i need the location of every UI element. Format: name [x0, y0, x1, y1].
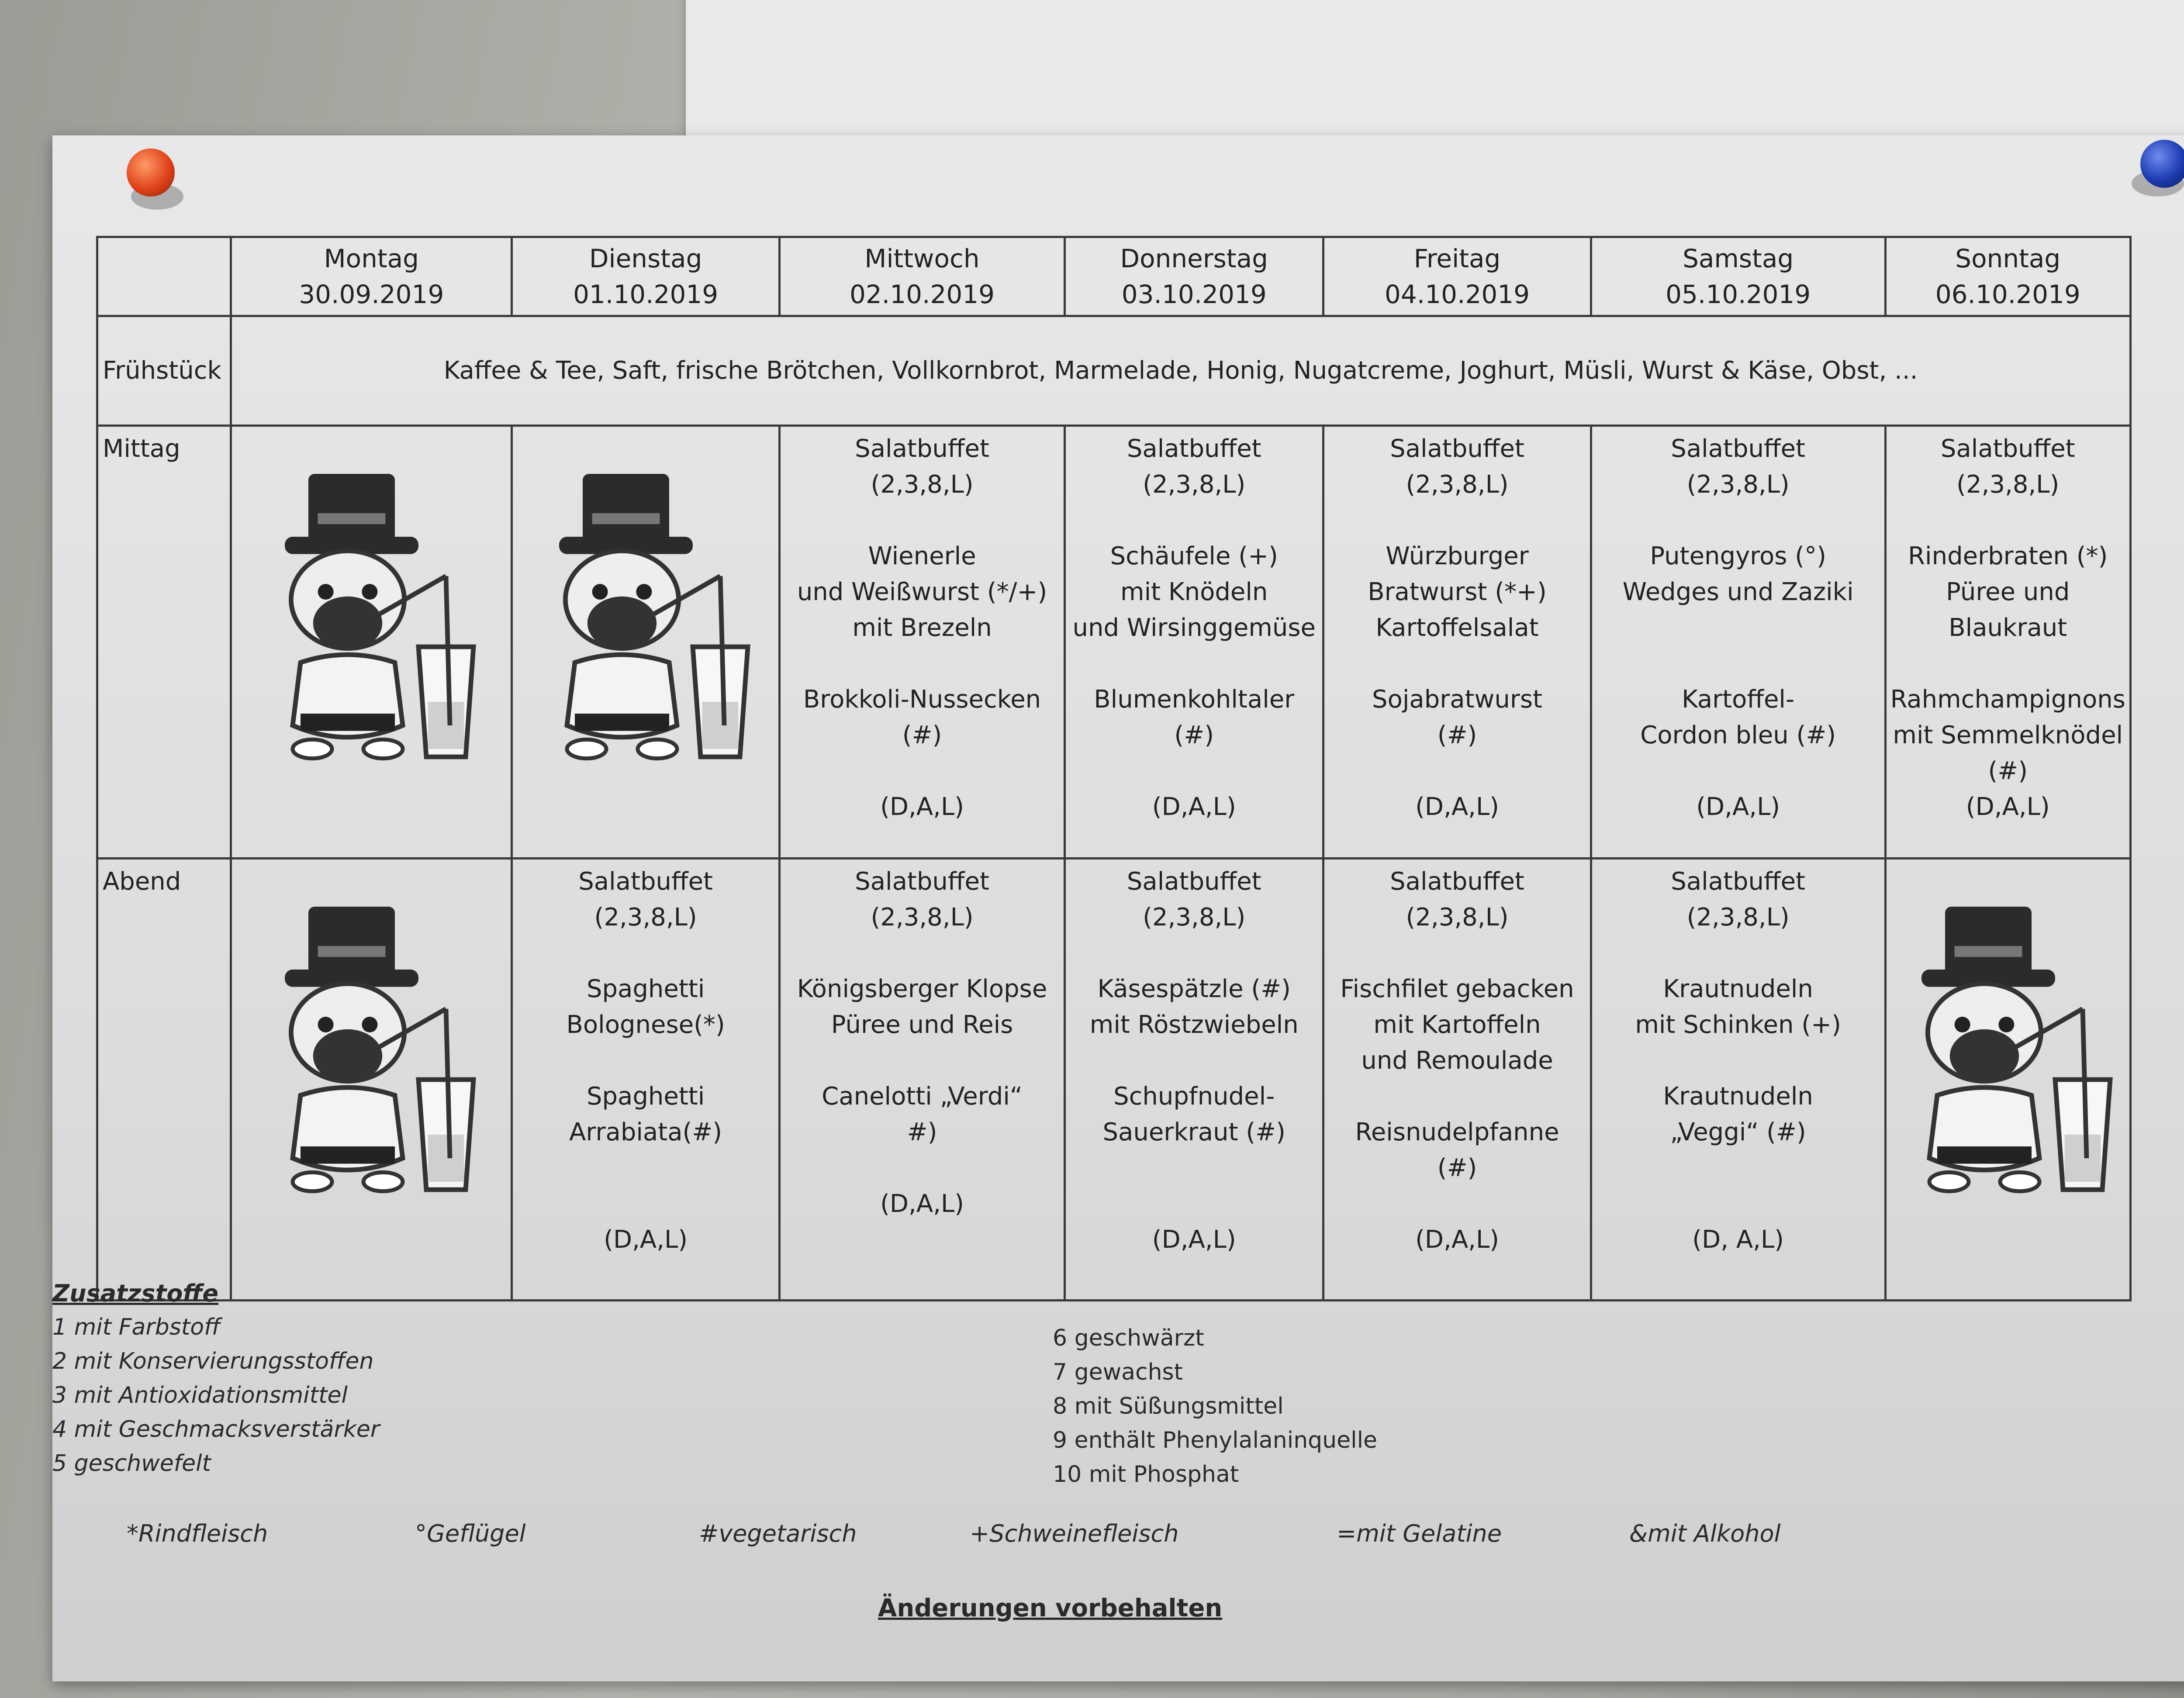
- menu-line: (2,3,8,L): [871, 903, 974, 932]
- menu-line: (D,A,L): [1966, 792, 2050, 821]
- menu-line: mit Knödeln: [1120, 577, 1268, 606]
- menu-line: Krautnudeln: [1663, 1082, 1813, 1111]
- menu-line: [1069, 646, 1319, 682]
- menu-line: (2,3,8,L): [1406, 470, 1509, 499]
- symbol-legend-item: =mit Gelatine: [1337, 1520, 1502, 1547]
- menu-line: Salatbuffet: [578, 867, 713, 896]
- menu-line: Püree und Reis: [831, 1011, 1013, 1039]
- menu-line: [516, 935, 775, 971]
- additive-item: 6 geschwärzt: [1053, 1325, 1204, 1351]
- menu-line: Reisnudelpfanne: [1355, 1118, 1559, 1147]
- menu-line: [1596, 610, 1881, 646]
- menu-line: [1328, 1186, 1586, 1222]
- menu-line: Blaukraut: [1949, 613, 2067, 642]
- row-label-lunch: Mittag: [97, 425, 231, 859]
- row-label-breakfast: Frühstück: [97, 316, 231, 425]
- menu-line: (2,3,8,L): [871, 470, 974, 499]
- breakfast-items: Kaffee & Tee, Saft, frische Brötchen, Vollkornbrot, Marmelade, Honig, Nugatcreme, Joghurt, Müsli, Wurst & Käse, Obst, ...: [231, 316, 2131, 425]
- additive-item: 3 mit Antioxidationsmittel: [52, 1382, 348, 1408]
- menu-line: Brokkoli-Nussecken: [803, 685, 1041, 714]
- menu-line: [1596, 646, 1881, 682]
- menu-line: [1596, 753, 1881, 789]
- day-header: Dienstag 01.10.2019: [512, 237, 780, 316]
- dinner-cell: [1324, 859, 1591, 1301]
- menu-line: (D,A,L): [880, 792, 964, 821]
- symbol-legend-item: &mit Alkohol: [1629, 1520, 1781, 1547]
- menu-line: [1596, 935, 1881, 971]
- menu-line: [1596, 1150, 1881, 1186]
- menu-line: [1890, 646, 2126, 682]
- pug-with-top-hat-icon: [1890, 899, 2126, 1213]
- menu-line: Salatbuffet: [1390, 434, 1524, 463]
- menu-line: (#): [1174, 721, 1214, 749]
- menu-line: Sojabratwurst: [1372, 685, 1543, 714]
- dinner-cell: [1591, 859, 1885, 1301]
- dinner-cell: [1065, 859, 1324, 1301]
- menu-line: Salatbuffet: [1127, 867, 1261, 896]
- menu-line: [1328, 753, 1586, 789]
- additive-item: 4 mit Geschmacksverstärker: [52, 1416, 380, 1443]
- menu-line: [1069, 753, 1319, 789]
- menu-line: und Remoulade: [1361, 1046, 1553, 1075]
- menu-line: [1069, 1186, 1319, 1222]
- menu-line: Salatbuffet: [1671, 434, 1806, 463]
- menu-line: (D,A,L): [1415, 792, 1499, 821]
- menu-line: (2,3,8,L): [1143, 903, 1246, 932]
- menu-line: [1328, 935, 1586, 971]
- menu-line: (D,A,L): [1696, 792, 1780, 821]
- menu-line: Kartoffelsalat: [1375, 613, 1539, 642]
- menu-line: [1328, 1079, 1586, 1115]
- additive-item: 5 geschwefelt: [52, 1450, 211, 1477]
- additive-item: 2 mit Konservierungsstoffen: [52, 1348, 374, 1374]
- menu-line: (2,3,8,L): [594, 903, 697, 932]
- menu-line: (D,A,L): [880, 1190, 964, 1218]
- menu-line: Schäufele (+): [1110, 542, 1278, 570]
- menu-line: [1328, 646, 1586, 682]
- menu-line: Salatbuffet: [1940, 434, 2075, 463]
- day-header: Donnerstag 03.10.2019: [1065, 237, 1324, 316]
- menu-line: [1069, 1150, 1319, 1186]
- menu-line: (#): [1437, 721, 1477, 749]
- blue-pushpin-icon: [2140, 140, 2184, 188]
- menu-line: (2,3,8,L): [1956, 470, 2060, 499]
- red-pushpin-icon: [127, 148, 175, 197]
- menu-line: [784, 1043, 1060, 1079]
- menu-line: (#): [1437, 1154, 1477, 1183]
- menu-line: mit Röstzwiebeln: [1089, 1011, 1299, 1039]
- additive-item: 8 mit Süßungsmittel: [1053, 1393, 1284, 1419]
- menu-line: (2,3,8,L): [1686, 903, 1790, 932]
- menu-line: (D,A,L): [604, 1225, 688, 1254]
- pug-with-top-hat-icon: [253, 466, 489, 780]
- day-header: Samstag 05.10.2019: [1591, 237, 1885, 316]
- header-corner: [97, 237, 231, 316]
- menu-line: Krautnudeln: [1663, 975, 1813, 1004]
- lunch-cell: [1065, 425, 1324, 859]
- weekly-menu-table: [96, 236, 2132, 1301]
- menu-line: mit Semmelknödel: [1893, 721, 2123, 749]
- lunch-cell: [1324, 425, 1591, 859]
- menu-line: Spaghetti: [586, 1082, 705, 1111]
- day-header: Mittwoch 02.10.2019: [779, 237, 1064, 316]
- menu-line: mit Schinken (+): [1635, 1011, 1841, 1039]
- menu-line: Putengyros (°): [1650, 542, 1826, 570]
- lunch-row: [97, 425, 2131, 859]
- menu-line: [516, 1043, 775, 1079]
- menu-line: Püree und: [1946, 577, 2070, 606]
- menu-line: und Weißwurst (*/+): [797, 577, 1047, 606]
- dinner-row: [97, 859, 2131, 1301]
- menu-line: Rinderbraten (*): [1908, 542, 2108, 570]
- dinner-cell: [779, 859, 1064, 1301]
- menu-line: (2,3,8,L): [1406, 903, 1509, 932]
- symbol-legend-item: #vegetarisch: [699, 1520, 857, 1547]
- pug-with-top-hat-icon: [253, 899, 489, 1213]
- menu-line: mit Kartoffeln: [1373, 1011, 1541, 1039]
- lunch-cell: [1591, 425, 1885, 859]
- menu-line: mit Brezeln: [852, 613, 992, 642]
- menu-line: Rahmchampignons: [1890, 685, 2125, 714]
- additive-item: 9 enthält Phenylalaninquelle: [1053, 1427, 1378, 1453]
- menu-line: (D,A,L): [1152, 792, 1236, 821]
- menu-line: Bolognese(*): [566, 1011, 725, 1039]
- changes-reserved-note: Änderungen vorbehalten: [878, 1594, 1223, 1622]
- menu-line: Salatbuffet: [1127, 434, 1261, 463]
- menu-line: (D, A,L): [1692, 1225, 1784, 1254]
- menu-line: [516, 1186, 775, 1222]
- menu-line: Bratwurst (*+): [1368, 577, 1547, 606]
- dinner-cell: [231, 859, 512, 1301]
- menu-line: (D,A,L): [1152, 1225, 1236, 1254]
- additive-item: 10 mit Phosphat: [1053, 1461, 1239, 1487]
- lunch-cell: [779, 425, 1064, 859]
- menu-line: Salatbuffet: [855, 867, 989, 896]
- menu-line: [1069, 1043, 1319, 1079]
- additives-list-right: [1053, 1321, 1377, 1491]
- menu-line: Wienerle: [868, 542, 976, 570]
- symbol-legend-item: °Geflügel: [415, 1520, 526, 1547]
- menu-line: (D,A,L): [1415, 1225, 1499, 1254]
- menu-line: Blumenkohltaler: [1094, 685, 1295, 714]
- menu-line: [784, 503, 1060, 538]
- menu-line: Salatbuffet: [1390, 867, 1524, 896]
- menu-line: Cordon bleu (#): [1640, 721, 1836, 749]
- menu-line: Salatbuffet: [855, 434, 989, 463]
- menu-line: (2,3,8,L): [1686, 470, 1790, 499]
- dinner-cell: [512, 859, 780, 1301]
- menu-line: (2,3,8,L): [1143, 470, 1246, 499]
- lunch-cell: [512, 425, 780, 859]
- menu-line: [1069, 935, 1319, 971]
- menu-line: [1069, 503, 1319, 538]
- additive-item: 1 mit Farbstoff: [52, 1314, 221, 1340]
- symbol-legend-item: +Schweinefleisch: [970, 1520, 1179, 1547]
- menu-line: und Wirsinggemüse: [1072, 613, 1316, 642]
- symbol-legend-item: *Rindfleisch: [127, 1520, 268, 1547]
- menu-line: [1596, 1043, 1881, 1079]
- menu-line: Arrabiata(#): [569, 1118, 722, 1147]
- menu-line: [784, 646, 1060, 682]
- menu-line: (#): [902, 721, 942, 749]
- menu-line: [1596, 1186, 1881, 1222]
- menu-line: Salatbuffet: [1671, 867, 1806, 896]
- menu-line: [784, 753, 1060, 789]
- row-label-dinner: Abend: [97, 859, 231, 1301]
- menu-line: Wedges und Zaziki: [1622, 577, 1854, 606]
- menu-line: [1596, 503, 1881, 538]
- menu-line: Würzburger: [1386, 542, 1529, 570]
- menu-line: [1890, 503, 2126, 538]
- menu-line: Kartoffel-: [1682, 685, 1795, 714]
- menu-line: #): [907, 1118, 937, 1147]
- menu-line: [784, 1150, 1060, 1186]
- pug-with-top-hat-icon: [528, 466, 764, 780]
- lunch-cell: [1885, 425, 2130, 859]
- day-header: Freitag 04.10.2019: [1324, 237, 1591, 316]
- menu-line: Fischfilet gebacken: [1340, 975, 1574, 1004]
- additive-item: 7 gewachst: [1053, 1359, 1183, 1385]
- menu-line: „Veggi“ (#): [1670, 1118, 1806, 1147]
- menu-line: Königsberger Klopse: [797, 975, 1047, 1004]
- dinner-cell: [1885, 859, 2130, 1301]
- menu-line: [784, 935, 1060, 971]
- additives-list-left: [52, 1310, 380, 1481]
- header-row: [97, 237, 2131, 316]
- menu-line: [516, 1150, 775, 1186]
- day-header: Montag 30.09.2019: [231, 237, 512, 316]
- breakfast-row: [97, 316, 2131, 425]
- day-header: Sonntag 06.10.2019: [1885, 237, 2130, 316]
- menu-line: Sauerkraut (#): [1102, 1118, 1286, 1147]
- menu-line: Spaghetti: [586, 975, 705, 1004]
- legend: [52, 1280, 2149, 1622]
- menu-line: [1328, 503, 1586, 538]
- lunch-cell: [231, 425, 512, 859]
- menu-line: (#): [1988, 756, 2028, 785]
- menu-line: Canelotti „Verdi“: [822, 1082, 1023, 1111]
- menu-line: Schupfnudel-: [1113, 1082, 1275, 1111]
- menu-line: Käsespätzle (#): [1097, 975, 1291, 1004]
- legend-title: Zusatzstoffe: [52, 1280, 219, 1307]
